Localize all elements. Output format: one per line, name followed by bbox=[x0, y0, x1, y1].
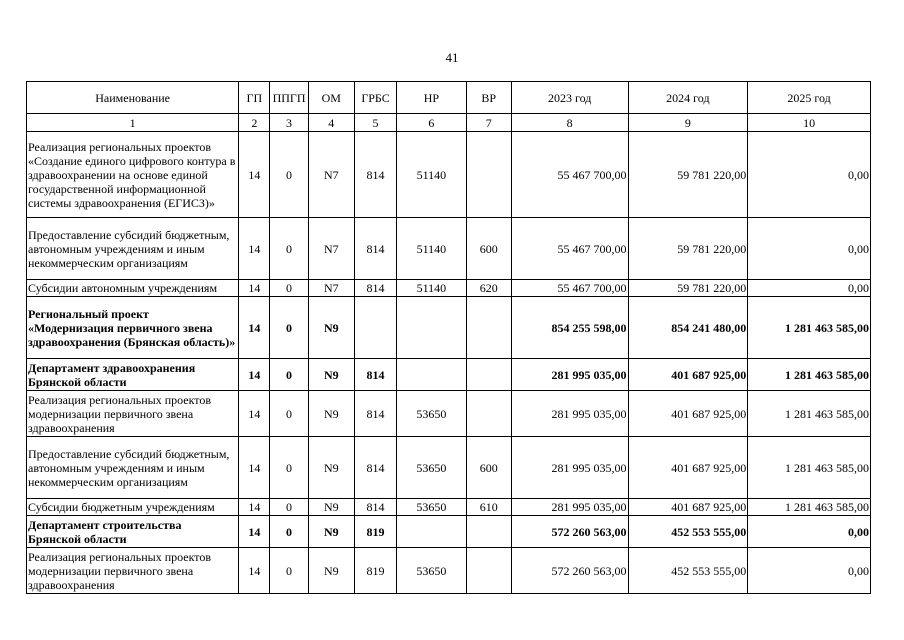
row-ppgp-cell: 0 bbox=[270, 516, 308, 548]
row-ppgp-cell: 0 bbox=[270, 437, 308, 499]
row-vr-cell bbox=[466, 548, 511, 594]
column-number: 4 bbox=[308, 114, 354, 132]
col-header-om: ОМ bbox=[308, 82, 354, 114]
row-2023-cell: 281 995 035,00 bbox=[511, 437, 628, 499]
col-header-vr: ВР bbox=[466, 82, 511, 114]
row-om-cell: N9 bbox=[308, 548, 354, 594]
row-2025-cell: 0,00 bbox=[748, 516, 871, 548]
row-om-cell: N7 bbox=[308, 132, 354, 218]
col-header-2025: 2025 год bbox=[748, 82, 871, 114]
column-number: 3 bbox=[270, 114, 308, 132]
row-vr-cell bbox=[466, 391, 511, 437]
row-nr-cell: 51140 bbox=[397, 218, 466, 280]
row-nr-cell bbox=[397, 359, 466, 391]
row-2023-cell: 572 260 563,00 bbox=[511, 516, 628, 548]
row-2024-cell: 401 687 925,00 bbox=[628, 391, 748, 437]
row-vr-cell: 600 bbox=[466, 437, 511, 499]
row-2023-cell: 854 255 598,00 bbox=[511, 297, 628, 359]
row-nr-cell: 53650 bbox=[397, 548, 466, 594]
row-2024-cell: 401 687 925,00 bbox=[628, 359, 748, 391]
budget-table bbox=[26, 81, 871, 594]
row-ppgp-cell: 0 bbox=[270, 359, 308, 391]
row-2023-cell: 281 995 035,00 bbox=[511, 391, 628, 437]
table-row bbox=[27, 280, 871, 297]
row-gp-cell: 14 bbox=[239, 280, 270, 297]
row-gp-cell: 14 bbox=[239, 132, 270, 218]
row-grbs-cell: 819 bbox=[354, 548, 396, 594]
row-2024-cell: 59 781 220,00 bbox=[628, 218, 748, 280]
row-2024-cell: 452 553 555,00 bbox=[628, 516, 748, 548]
row-name-cell: Реализация региональных проектов модернизации первичного звена здравоохранения bbox=[27, 548, 239, 594]
column-number: 2 bbox=[239, 114, 270, 132]
col-header-2024: 2024 год bbox=[628, 82, 748, 114]
row-name-cell: Региональный проект «Модернизация первичного звена здравоохранения (Брянская область)» bbox=[27, 297, 239, 359]
row-vr-cell: 620 bbox=[466, 280, 511, 297]
row-gp-cell: 14 bbox=[239, 516, 270, 548]
row-gp-cell: 14 bbox=[239, 391, 270, 437]
col-header-nr: НР bbox=[397, 82, 466, 114]
row-name-cell: Предоставление субсидий бюджетным, автономным учреждениям и иным некоммерческим организациям bbox=[27, 437, 239, 499]
row-vr-cell bbox=[466, 297, 511, 359]
row-name-cell: Предоставление субсидий бюджетным, автономным учреждениям и иным некоммерческим организациям bbox=[27, 218, 239, 280]
row-2025-cell: 0,00 bbox=[748, 280, 871, 297]
row-om-cell: N9 bbox=[308, 297, 354, 359]
row-nr-cell: 51140 bbox=[397, 132, 466, 218]
row-grbs-cell: 814 bbox=[354, 391, 396, 437]
table-row bbox=[27, 516, 871, 548]
row-name-cell: Реализация региональных проектов «Создание единого цифрового контура в здравоохранении на основе единой государственной информационной системы здравоохранения (ЕГИСЗ)» bbox=[27, 132, 239, 218]
row-gp-cell: 14 bbox=[239, 297, 270, 359]
row-2023-cell: 55 467 700,00 bbox=[511, 132, 628, 218]
row-2025-cell: 0,00 bbox=[748, 132, 871, 218]
row-2023-cell: 281 995 035,00 bbox=[511, 499, 628, 516]
row-2023-cell: 55 467 700,00 bbox=[511, 280, 628, 297]
row-name-cell: Субсидии бюджетным учреждениям bbox=[27, 499, 239, 516]
row-2024-cell: 401 687 925,00 bbox=[628, 437, 748, 499]
row-gp-cell: 14 bbox=[239, 218, 270, 280]
row-om-cell: N7 bbox=[308, 218, 354, 280]
table-row bbox=[27, 437, 871, 499]
row-grbs-cell: 814 bbox=[354, 437, 396, 499]
column-number: 7 bbox=[466, 114, 511, 132]
row-gp-cell: 14 bbox=[239, 499, 270, 516]
row-nr-cell: 53650 bbox=[397, 391, 466, 437]
column-number-row bbox=[27, 114, 871, 132]
column-number: 8 bbox=[511, 114, 628, 132]
row-2024-cell: 59 781 220,00 bbox=[628, 132, 748, 218]
page-number: 41 bbox=[445, 50, 459, 65]
column-number: 6 bbox=[397, 114, 466, 132]
row-2025-cell: 1 281 463 585,00 bbox=[748, 297, 871, 359]
row-vr-cell bbox=[466, 516, 511, 548]
row-vr-cell: 610 bbox=[466, 499, 511, 516]
table-row bbox=[27, 297, 871, 359]
row-2025-cell: 0,00 bbox=[748, 548, 871, 594]
row-om-cell: N9 bbox=[308, 516, 354, 548]
row-ppgp-cell: 0 bbox=[270, 297, 308, 359]
row-ppgp-cell: 0 bbox=[270, 391, 308, 437]
row-nr-cell bbox=[397, 297, 466, 359]
row-vr-cell bbox=[466, 132, 511, 218]
row-2025-cell: 1 281 463 585,00 bbox=[748, 391, 871, 437]
row-ppgp-cell: 0 bbox=[270, 548, 308, 594]
col-header-grbs: ГРБС bbox=[354, 82, 396, 114]
row-nr-cell: 53650 bbox=[397, 437, 466, 499]
row-2023-cell: 572 260 563,00 bbox=[511, 548, 628, 594]
table-row bbox=[27, 548, 871, 594]
col-header-ppgp: ППГП bbox=[270, 82, 308, 114]
row-grbs-cell: 814 bbox=[354, 499, 396, 516]
row-nr-cell bbox=[397, 516, 466, 548]
row-om-cell: N9 bbox=[308, 359, 354, 391]
table-row bbox=[27, 132, 871, 218]
row-grbs-cell: 814 bbox=[354, 280, 396, 297]
row-nr-cell: 53650 bbox=[397, 499, 466, 516]
row-2024-cell: 854 241 480,00 bbox=[628, 297, 748, 359]
table-row bbox=[27, 391, 871, 437]
table-row bbox=[27, 359, 871, 391]
col-header-2023: 2023 год bbox=[511, 82, 628, 114]
column-number: 5 bbox=[354, 114, 396, 132]
row-name-cell: Реализация региональных проектов модернизации первичного звена здравоохранения bbox=[27, 391, 239, 437]
row-2025-cell: 1 281 463 585,00 bbox=[748, 359, 871, 391]
row-2025-cell: 1 281 463 585,00 bbox=[748, 499, 871, 516]
row-grbs-cell: 814 bbox=[354, 132, 396, 218]
row-2024-cell: 401 687 925,00 bbox=[628, 499, 748, 516]
row-name-cell: Департамент здравоохранения Брянской области bbox=[27, 359, 239, 391]
row-2024-cell: 452 553 555,00 bbox=[628, 548, 748, 594]
row-name-cell: Субсидии автономным учреждениям bbox=[27, 280, 239, 297]
row-2025-cell: 0,00 bbox=[748, 218, 871, 280]
row-2023-cell: 55 467 700,00 bbox=[511, 218, 628, 280]
row-om-cell: N9 bbox=[308, 391, 354, 437]
row-2025-cell: 1 281 463 585,00 bbox=[748, 437, 871, 499]
column-number: 10 bbox=[748, 114, 871, 132]
row-grbs-cell: 814 bbox=[354, 218, 396, 280]
row-vr-cell: 600 bbox=[466, 218, 511, 280]
row-om-cell: N9 bbox=[308, 437, 354, 499]
row-grbs-cell: 814 bbox=[354, 359, 396, 391]
row-gp-cell: 14 bbox=[239, 548, 270, 594]
row-ppgp-cell: 0 bbox=[270, 280, 308, 297]
table-row bbox=[27, 499, 871, 516]
col-header-gp: ГП bbox=[239, 82, 270, 114]
row-grbs-cell bbox=[354, 297, 396, 359]
header-row bbox=[27, 82, 871, 114]
col-header-name: Наименование bbox=[27, 82, 239, 114]
row-ppgp-cell: 0 bbox=[270, 132, 308, 218]
row-gp-cell: 14 bbox=[239, 359, 270, 391]
row-nr-cell: 51140 bbox=[397, 280, 466, 297]
column-number: 9 bbox=[628, 114, 748, 132]
row-grbs-cell: 819 bbox=[354, 516, 396, 548]
row-2024-cell: 59 781 220,00 bbox=[628, 280, 748, 297]
row-ppgp-cell: 0 bbox=[270, 218, 308, 280]
table-row bbox=[27, 218, 871, 280]
row-ppgp-cell: 0 bbox=[270, 499, 308, 516]
row-om-cell: N7 bbox=[308, 280, 354, 297]
row-vr-cell bbox=[466, 359, 511, 391]
row-om-cell: N9 bbox=[308, 499, 354, 516]
column-number: 1 bbox=[27, 114, 239, 132]
row-gp-cell: 14 bbox=[239, 437, 270, 499]
row-2023-cell: 281 995 035,00 bbox=[511, 359, 628, 391]
row-name-cell: Департамент строительства Брянской области bbox=[27, 516, 239, 548]
